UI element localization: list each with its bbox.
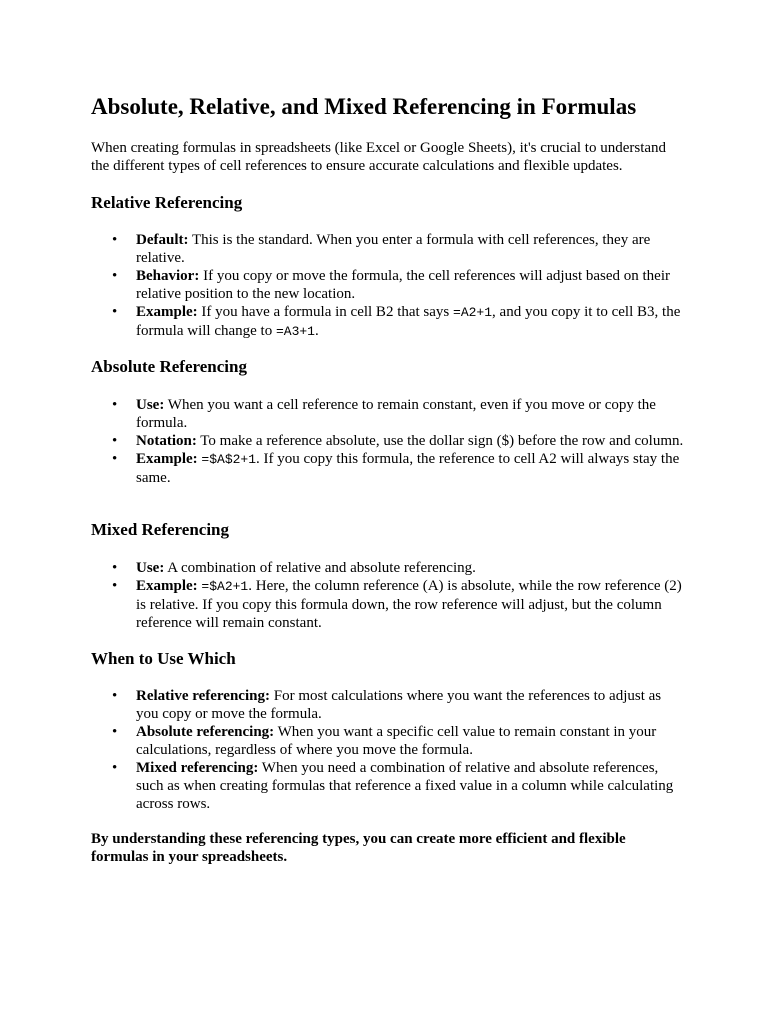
list-item	[91, 759, 686, 813]
page-title: Absolute, Relative, and Mixed Referencing in Formulas	[91, 94, 637, 119]
relative-list	[91, 231, 686, 341]
bullet-icon: •	[112, 451, 118, 467]
closing-paragraph: By understanding these referencing types, you can create more efficient and flexible formulas in your spreadsheets.	[91, 831, 626, 865]
mixed-list	[91, 559, 686, 632]
bullet-icon: •	[112, 232, 118, 248]
intro-paragraph: When creating formulas in spreadsheets (like Excel or Google Sheets), it's crucial to understand the different types of cell references to ensure accurate calculations and flexible updates.	[91, 140, 667, 174]
item-text: To make a reference absolute, use the dollar sign ($) before the row and column.	[196, 433, 684, 449]
list-item	[91, 559, 686, 577]
item-label: Use:	[136, 397, 165, 413]
list-item	[91, 687, 686, 723]
list-item	[91, 396, 686, 432]
section-heading-which: When to Use Which	[91, 649, 236, 668]
item-text: , and you copy it to cell B3, the formula will change to	[136, 304, 681, 339]
absolute-list	[91, 396, 686, 487]
list-item	[91, 303, 686, 341]
formula-code: =A3+1	[275, 324, 315, 339]
bullet-icon: •	[112, 560, 118, 576]
item-text: When you want a specific cell value to remain constant in your calculations, regardless of where you move the formula.	[136, 724, 657, 758]
item-text: A combination of relative and absolute referencing.	[164, 560, 476, 576]
formula-code: =$A$2+1	[201, 452, 257, 467]
item-label: Absolute referencing:	[136, 724, 275, 740]
which-list	[91, 687, 686, 813]
bullet-icon: •	[112, 397, 118, 413]
item-text: If you have a formula in cell B2 that says	[197, 304, 454, 320]
item-label: Example:	[136, 304, 198, 320]
bullet-icon: •	[112, 268, 118, 284]
list-item	[91, 267, 686, 303]
bullet-icon: •	[112, 433, 118, 449]
item-label: Example:	[136, 451, 198, 467]
item-label: Behavior:	[136, 268, 200, 284]
item-text: .	[314, 323, 319, 339]
item-text: When you want a cell reference to remain constant, even if you move or copy the formula.	[136, 397, 656, 431]
bullet-icon: •	[112, 578, 118, 594]
section-heading-relative: Relative Referencing	[91, 193, 243, 212]
section-heading-mixed: Mixed Referencing	[91, 520, 230, 539]
item-text: . Here, the column reference (A) is absolute, while the row reference (2) is relative. If you copy this formula down, the row reference will adjust, but the column reference will remain constant.	[136, 578, 682, 631]
item-text: For most calculations where you want the references to adjust as you copy or move the formula.	[136, 688, 662, 722]
bullet-icon: •	[112, 688, 118, 704]
bullet-icon: •	[112, 304, 118, 320]
bullet-icon: •	[112, 760, 118, 776]
item-label: Mixed referencing:	[136, 760, 259, 776]
item-text: This is the standard. When you enter a formula with cell references, they are relative.	[136, 232, 651, 266]
list-item	[91, 723, 686, 759]
list-item	[91, 432, 686, 450]
item-text: . If you copy this formula, the reference to cell A2 will always stay the same.	[136, 451, 680, 486]
item-label: Use:	[136, 560, 165, 576]
item-label: Default:	[136, 232, 189, 248]
item-label: Relative referencing:	[136, 688, 270, 704]
list-item	[91, 450, 686, 487]
list-item	[91, 577, 686, 632]
list-item	[91, 231, 686, 267]
bullet-icon: •	[112, 724, 118, 740]
item-label: Example:	[136, 578, 198, 594]
item-text: If you copy or move the formula, the cell references will adjust based on their relative position to the new location.	[136, 268, 670, 302]
formula-code: =$A2+1	[201, 579, 249, 594]
formula-code: =A2+1	[453, 305, 493, 320]
section-heading-absolute: Absolute Referencing	[91, 357, 247, 376]
item-text: When you need a combination of relative and absolute references, such as when creating formulas that reference a fixed value in a column while calculating across rows.	[136, 760, 674, 812]
item-label: Notation:	[136, 433, 197, 449]
